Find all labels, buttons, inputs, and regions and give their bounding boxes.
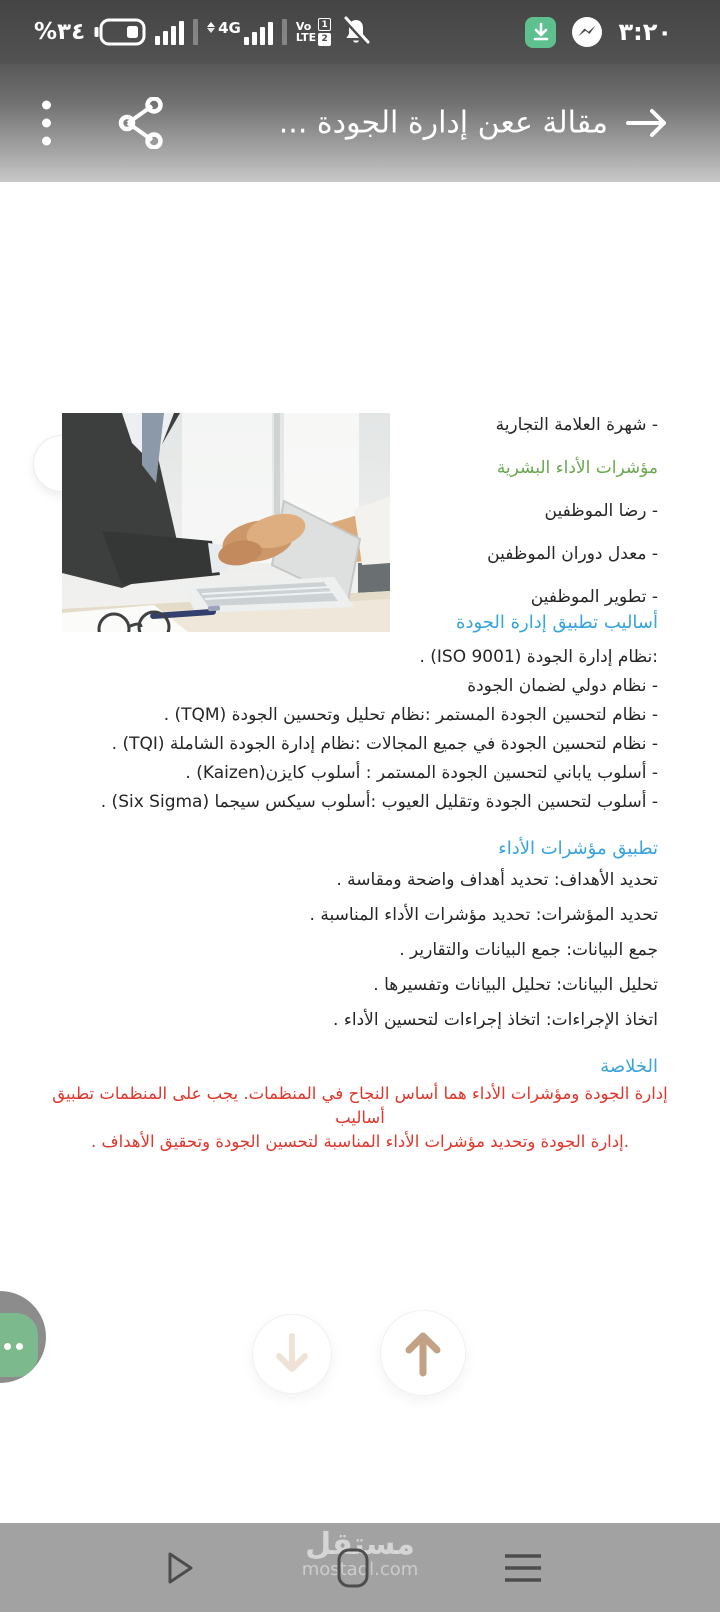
network-type-label: 4G bbox=[218, 19, 241, 37]
article-line: :نظام إدارة الجودة (ISO 9001) . bbox=[419, 647, 658, 667]
status-left-cluster bbox=[34, 0, 372, 64]
share-icon[interactable] bbox=[118, 97, 164, 149]
article-line: - أسلوب لتحسين الجودة وتقليل العيوب :أسلوب سيكس سيجما (Six Sigma) . bbox=[100, 792, 658, 812]
scroll-down-button[interactable] bbox=[252, 1314, 332, 1394]
battery-percent: %٣٤ bbox=[34, 19, 86, 45]
article-line: تحديد الأهداف: تحديد أهداف واضحة ومقاسة . bbox=[336, 870, 658, 890]
data-activity-arrows-icon bbox=[207, 22, 215, 33]
section-brand-and-hr bbox=[396, 413, 658, 628]
arrow-up-icon bbox=[401, 1329, 445, 1377]
section-heading-kpi: تطبيق مؤشرات الأداء bbox=[498, 838, 658, 859]
nav-back-icon[interactable] bbox=[160, 1549, 198, 1587]
assistive-touch-dots-icon bbox=[4, 1343, 23, 1350]
article-line: - نظام دولي لضمان الجودة bbox=[467, 676, 658, 696]
article-line: - معدل دوران الموظفين bbox=[487, 544, 658, 564]
article-line: جمع البيانات: جمع البيانات والتقارير . bbox=[399, 940, 658, 960]
status-right-cluster bbox=[525, 0, 672, 64]
android-navigation-bar bbox=[0, 1523, 720, 1612]
article-line: - شهرة العلامة التجارية bbox=[495, 415, 658, 435]
summary-line: .إدارة الجودة وتحديد مؤشرات الأداء المناسبة لتحسين الجودة وتحقيق الأهداف . bbox=[91, 1132, 629, 1151]
sim2-badge: 2 bbox=[318, 33, 331, 46]
status-bar bbox=[0, 0, 720, 64]
section-summary bbox=[40, 1082, 680, 1154]
section-kpi bbox=[62, 868, 658, 1043]
article-line: - تطوير الموظفين bbox=[530, 587, 658, 607]
section-methods bbox=[40, 645, 658, 819]
watermark-arabic: مستقل bbox=[305, 1527, 415, 1562]
back-arrow-icon[interactable] bbox=[624, 107, 670, 139]
volte-label-top: Vo bbox=[295, 20, 312, 33]
page-title: مقالة ععن إدارة الجودة ... bbox=[278, 105, 608, 141]
section-heading-hr: مؤشرات الأداء البشرية bbox=[496, 458, 658, 478]
notifications-muted-icon bbox=[340, 16, 372, 48]
handshake-photo bbox=[62, 413, 390, 632]
article-line: تحليل البيانات: تحليل البيانات وتفسيرها . bbox=[373, 975, 658, 995]
nav-home-icon[interactable] bbox=[334, 1546, 372, 1590]
document-viewer[interactable] bbox=[0, 182, 720, 1523]
signal-bars-2-icon bbox=[244, 19, 273, 45]
section-heading-summary: الخلاصة bbox=[600, 1056, 658, 1077]
sim1-badge: 1 bbox=[318, 18, 331, 31]
section-heading-methods: أساليب تطبيق إدارة الجودة bbox=[456, 612, 658, 633]
signal-secondary-2-icon bbox=[282, 19, 287, 45]
volte-icon bbox=[296, 18, 331, 46]
scroll-up-button[interactable] bbox=[380, 1310, 466, 1396]
article-line: - نظام لتحسين الجودة المستمر :نظام تحليل وتحسين الجودة (TQM) . bbox=[163, 705, 658, 725]
watermark-domain: mostaql.com bbox=[301, 1559, 419, 1580]
article-line: اتخاذ الإجراءات: اتخاذ إجراءات لتحسين الأداء . bbox=[333, 1010, 658, 1030]
battery-icon bbox=[94, 18, 146, 46]
article-line: - أسلوب ياباني لتحسين الجودة المستمر : أسلوب كايزن(Kaizen) . bbox=[185, 763, 658, 783]
volte-label-bottom: LTE bbox=[295, 31, 317, 44]
app-header bbox=[0, 64, 720, 182]
messenger-notification-icon bbox=[571, 16, 603, 48]
status-time: ٣:٢٠ bbox=[618, 18, 672, 46]
overflow-menu-icon[interactable] bbox=[42, 101, 51, 146]
nav-recents-icon[interactable] bbox=[501, 1549, 545, 1587]
article-line: تحديد المؤشرات: تحديد مؤشرات الأداء المناسبة . bbox=[309, 905, 658, 925]
article-line: - رضا الموظفين bbox=[544, 501, 658, 521]
signal-bars-icon bbox=[155, 19, 184, 45]
signal-secondary-icon bbox=[193, 19, 198, 45]
article-line: - نظام لتحسين الجودة في جميع المجالات :نظام إدارة الجودة الشاملة (TQI) . bbox=[111, 734, 658, 754]
network-4g-indicator bbox=[207, 19, 273, 45]
summary-line: إدارة الجودة ومؤشرات الأداء هما أساس النجاح في المنظمات. يجب على المنظمات تطبيق أساليب bbox=[52, 1084, 668, 1127]
download-status-icon bbox=[525, 17, 556, 48]
arrow-down-icon bbox=[272, 1332, 312, 1376]
